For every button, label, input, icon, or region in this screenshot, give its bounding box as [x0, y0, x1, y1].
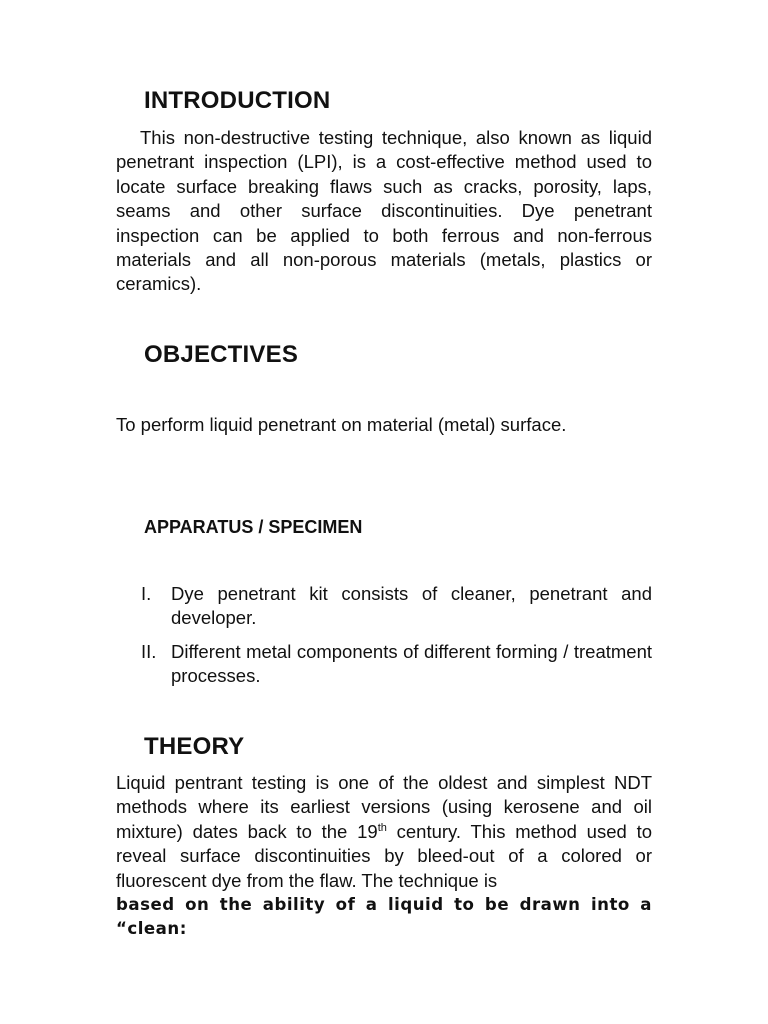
superscript-ordinal: th [377, 821, 387, 834]
apparatus-list-item [116, 640, 652, 689]
introduction-paragraph: This non-destructive testing technique, also known as liquid penetrant inspection (LPI), is a cost-effective method used to locate surface breaking flaws such as cracks, porosity, laps, seams and other surface discontinuities. Dye penetrant inspection can be applied to both ferrous and non-ferrous materials and all non-porous materials (metals, plastics or ceramics). [116, 127, 652, 295]
objectives-heading: OBJECTIVES [144, 341, 299, 368]
introduction-heading: INTRODUCTION [144, 87, 331, 114]
theory-paragraph [116, 771, 652, 942]
apparatus-list [116, 582, 652, 698]
apparatus-list-item [116, 582, 652, 631]
list-item-text: Different metal components of different forming / treatment processes. [171, 640, 652, 687]
theory-text-part-1: Liquid pentrant testing is one of the oldest and simplest NDT methods where its earliest versions (using kerosene and oil mixture) dates back to the 19 [116, 772, 652, 842]
list-item-text: Dye penetrant kit consists of cleaner, penetrant and developer. [171, 583, 652, 629]
objectives-paragraph: To perform liquid penetrant on material (metal) surface. [116, 414, 567, 435]
apparatus-heading: APPARATUS / SPECIMEN [144, 517, 363, 537]
theory-heading: THEORY [144, 733, 245, 760]
theory-text-part-2: century. This method used to reveal surface discontinuities by bleed-out of a colored or fluorescent dye from the flaw. The technique is [116, 820, 652, 891]
list-marker: II. [141, 640, 157, 662]
theory-last-line: based on the ability of a liquid to be drawn into a “clean: [116, 895, 652, 939]
list-marker: I. [141, 583, 152, 604]
